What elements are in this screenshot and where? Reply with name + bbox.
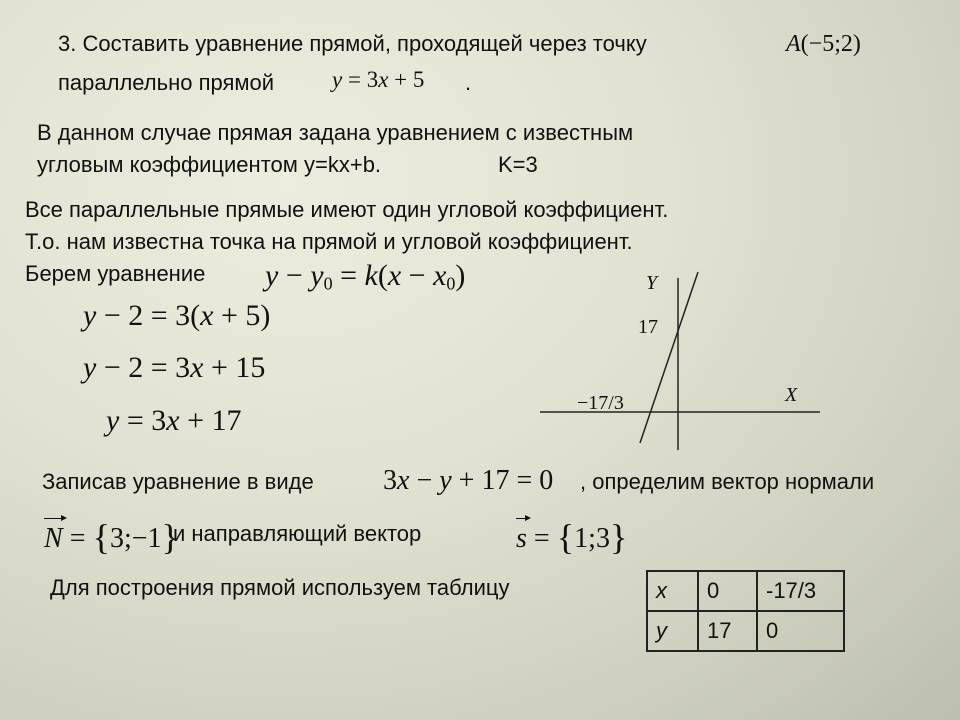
- table-cell: 0: [757, 611, 844, 651]
- x-axis-label: X: [785, 384, 798, 406]
- table-row: [647, 611, 844, 651]
- normal-vector-arrow-icon: N: [44, 523, 63, 555]
- point-a: A(−5;2): [786, 31, 861, 57]
- x-intercept-label: −17/3: [577, 392, 624, 414]
- paragraph-4: Для построения прямой используем таблицу: [50, 575, 510, 600]
- k-value: K=3: [498, 152, 538, 177]
- paragraph-2-line-3: Берем уравнение: [25, 261, 206, 286]
- table-row: [647, 571, 844, 611]
- table-cell: 17: [698, 611, 757, 651]
- y-axis-label: Y: [646, 272, 658, 294]
- table-row-head: x: [647, 571, 698, 611]
- normal-vector: N = {3;−1}: [44, 517, 179, 557]
- paragraph-3-part-a: Записав уравнение в виде: [42, 469, 314, 494]
- step-2-formula: y − 2 = 3x + 15: [83, 351, 266, 384]
- direction-vector-arrow-icon: s: [516, 523, 527, 555]
- step-1-formula: y − 2 = 3(x + 5): [83, 299, 271, 332]
- title-line-2: параллельно прямой: [58, 70, 275, 95]
- given-equation: y = 3x + 5: [332, 67, 425, 92]
- table-row-head: y: [647, 611, 698, 651]
- table-cell: 0: [698, 571, 757, 611]
- paragraph-2-line-1: Все параллельные прямые имеют один угловой коэффициент.: [25, 197, 669, 222]
- paragraph-1-line-1: В данном случае прямая задана уравнением с известным: [37, 120, 634, 145]
- title-line-1: 3. Составить уравнение прямой, проходящей через точку: [58, 31, 647, 56]
- paragraph-3-part-b: , определим вектор нормали: [580, 469, 875, 494]
- values-table: [646, 570, 845, 652]
- point-slope-formula: $y - y_0 = k(x - x_0)$: [265, 259, 466, 294]
- title-dot: .: [465, 70, 472, 95]
- paragraph-1-line-2: угловым коэффициентом y=kx+b.: [37, 152, 382, 177]
- paragraph-2-line-2: Т.о. нам известна точка на прямой и угловой коэффициент.: [25, 229, 633, 254]
- table-cell: -17/3: [757, 571, 844, 611]
- direction-vector: s = {1;3}: [516, 517, 628, 557]
- general-equation: 3x − y + 17 = 0: [383, 465, 554, 496]
- y-intercept-label: 17: [638, 316, 658, 338]
- plotted-line: [640, 272, 698, 443]
- paragraph-3-part-c: и направляющий вектор: [173, 521, 422, 546]
- step-3-formula: y = 3x + 17: [106, 404, 242, 437]
